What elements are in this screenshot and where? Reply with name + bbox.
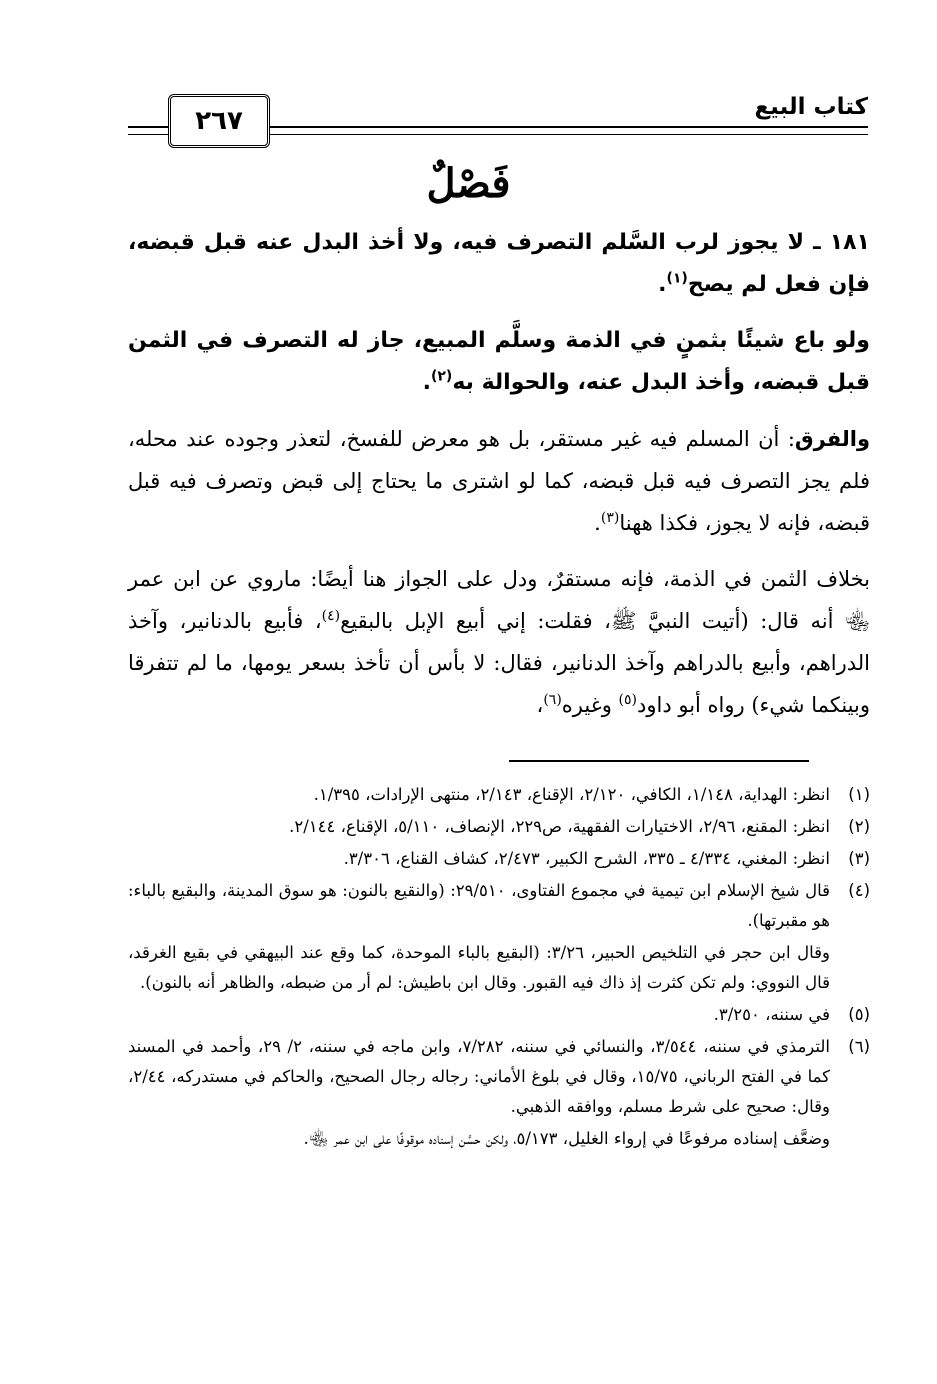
footnote-text: انظر: المغني، ٤/٣٣٤ ـ ٣٣٥، الشرح الكبير، ٢/٤٧٣، كشاف القناع، ٣/٣٠٦.: [343, 849, 830, 868]
footnote-number: (٥): [848, 1005, 870, 1024]
footnote: [128, 876, 870, 936]
paragraph-2: [128, 320, 870, 404]
p4-text-b: ، فأبيع بالدنانير، وآخذ الدراهم، وأبيع بالدراهم وآخذ الدنانير، فقال: لا بأس أن تأخذ بسعر يومها، ما لم تتفرقا وبينكما شيء) رواه أبو داود: [128, 609, 870, 717]
footnote-number: (١): [848, 785, 870, 804]
footnote-4-continuation: وقال ابن حجر في التلخيص الحبير، ٣/٢٦: (البقيع بالباء الموحدة، كما وقع عند البيهقي في بقيع الغرقد، قال النووي: ولم تكن كثرت إذ ذاك فيه القبور. وقال ابن باطيش: لم أر من ضبطه، والظاهر أنه بالنون).: [128, 943, 830, 992]
p1-text: لا يجوز لرب السَّلم التصرف فيه، ولا أخذ البدل عنه قبل قبضه، فإن فعل لم يصح: [128, 230, 870, 297]
footnote-ref-3[interactable]: (٣): [600, 510, 620, 526]
footnote-text: قال شيخ الإسلام ابن تيمية في مجموع الفتاوى، ٢٩/٥١٠: (والنقيع بالنون: هو سوق المدينة، والبقيع بالباء: هو مقبرتها).: [128, 881, 830, 930]
p3-lead: والفرق: [794, 427, 870, 451]
footnote-ref-1[interactable]: (١): [666, 270, 688, 287]
footnotes: [128, 780, 870, 1156]
footnote-text: في سننه، ٣/٢٥٠.: [713, 1005, 830, 1024]
footnote-number: (٤): [848, 881, 870, 900]
p4-text-a: بخلاف الثمن في الذمة، فإنه مستقرٌ، ودل على الجواز هنا أيضًا: ماروي عن ابن عمر ﵄ أنه قال: (أتيت النبيَّ ﷺ، فقلت: إني أبيع الإبل بالبقيع: [128, 567, 870, 633]
p1-end: .: [658, 272, 667, 297]
paragraph-181: [128, 222, 870, 306]
p2-text: ولو باع شيئًا بثمنٍ في الذمة وسلَّم المبيع، جاز له التصرف في الثمن قبل قبضه، وأخذ البدل عنه، والحوالة به: [128, 328, 870, 395]
footnote-number: (٢): [848, 817, 870, 836]
footnote-ref-5[interactable]: (٥): [618, 692, 637, 708]
p3-text: : أن المسلم فيه غير مستقر، بل هو معرض للفسخ، لتعذر وجوده عند محله، فلم يجز التصرف فيه قبل قبضه، كما لو اشترى ما يحتاج إلى قبض وتصرف فيه قبل قبضه، فإنه لا يجوز، فكذا ههنا: [128, 427, 870, 535]
page-header: [128, 88, 868, 148]
main-text: [128, 222, 870, 740]
book-title: كتاب البيع: [754, 94, 868, 120]
footnote-text: انظر: الهداية، ١/١٤٨، الكافي، ٢/١٢٠، الإقناع، ٢/١٤٣، منتهى الإرادات، ١/٣٩٥.: [313, 785, 830, 804]
page-number-frame: [168, 94, 270, 148]
paragraph-3: [128, 418, 870, 544]
p4-end: ،: [536, 693, 544, 717]
footnote-text: انظر: المقنع، ٢/٩٦، الاختيارات الفقهية، ص٢٢٩، الإنصاف، ٥/١١٠، الإقناع، ٢/١٤٤.: [289, 817, 830, 836]
p3-end: .: [594, 511, 601, 535]
p4-text-c: وغيره: [561, 693, 619, 717]
footnote-ref-6[interactable]: (٦): [543, 692, 562, 708]
header-rule-left: [128, 126, 164, 135]
footnote-separator: [509, 760, 809, 762]
footnote-ref-4[interactable]: (٤): [321, 608, 341, 624]
p2-end: .: [422, 370, 431, 395]
footnote: [128, 780, 870, 810]
footnote: [128, 812, 870, 842]
footnote-number: (٦): [848, 1037, 870, 1056]
footnote: [128, 1000, 870, 1030]
footnote: [128, 1032, 870, 1122]
section-title: فَصْلٌ: [426, 160, 511, 207]
footnote-text: الترمذي في سننه، ٣/٥٤٤، والنسائي في سننه، ٧/٢٨٢، وابن ماجه في سننه، ٢/ ٢٩، وأحمد في المسند كما في الفتح الرباني، ١٥/٧٥، وقال في بلوغ الأماني: رجاله رجال الصحيح، والحاكم في مستدركه، ٢/٤٤، وقال: صحيح على شرط مسلم، ووافقه الذهبي.: [128, 1037, 830, 1116]
footnote-ref-2[interactable]: (٢): [430, 368, 453, 385]
paragraph-4: [128, 558, 870, 726]
issue-number: ١٨١ ـ: [813, 230, 870, 255]
page-number: ٢٦٧: [195, 106, 243, 136]
footnote: [128, 844, 870, 874]
footnote-number: (٣): [848, 849, 870, 868]
footnote-6-continuation: وضعَّف إسناده مرفوعًا في إرواء الغليل، ٥/١٧٣، ولكن حسَّن إسناده موقوفًا على ابن عمر ﵄.: [303, 1129, 830, 1148]
